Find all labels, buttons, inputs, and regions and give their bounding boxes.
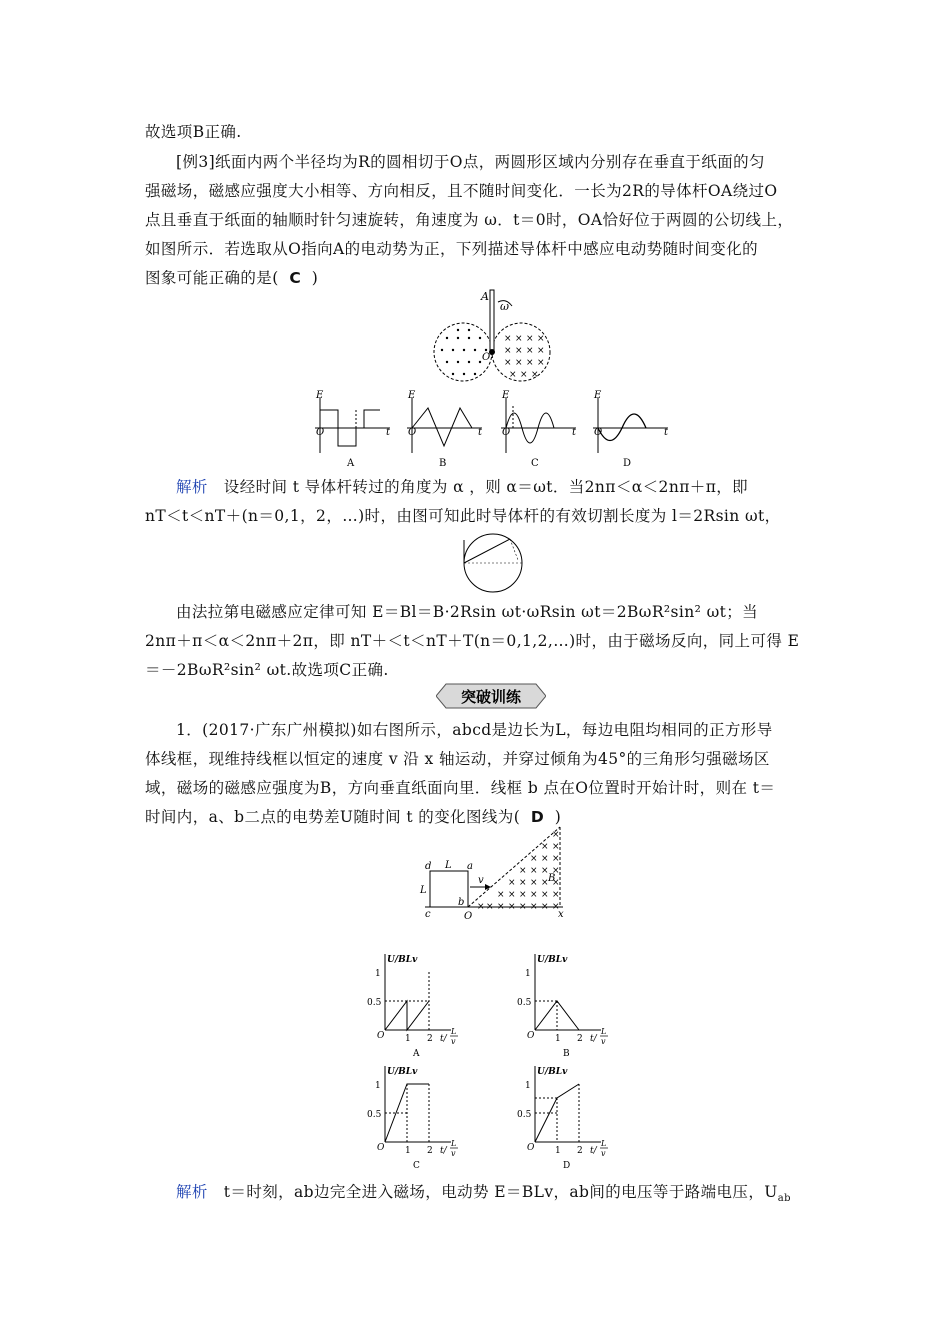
svg-text:D: D [563,1161,571,1171]
section-banner [436,682,546,710]
svg-text:×: × [530,878,538,888]
svg-text:×: × [526,334,534,344]
svg-text:×: × [515,358,523,368]
option-A-letter: A [347,458,355,468]
svg-text:O: O [377,1031,385,1041]
svg-text:×: × [552,854,560,864]
svg-text:×: × [541,866,549,876]
svg-text:0.5: 0.5 [517,1110,532,1120]
svg-text:×: × [526,346,534,356]
svg-text:0.5: 0.5 [367,998,382,1008]
option-D-letter: D [623,458,632,468]
svg-text:U/BLv: U/BLv [537,955,568,965]
analysis-line: 解析 t＝时刻，ab边完全进入磁场，电动势 E＝BLv，ab间的电压等于路端电压，$U_{ab}$ [176,1183,791,1205]
svg-text:v: v [451,1149,456,1158]
svg-text:×: × [515,346,523,356]
svg-text:x: x [558,909,564,920]
svg-text:1: 1 [525,969,531,979]
option-A-graph [315,390,391,468]
svg-text:2: 2 [427,1146,433,1156]
svg-text:×: × [519,866,527,876]
text-line: 体线框，现维持线框以恒定的速度 v 沿 x 轴运动，并穿过倾角为45°的三角形匀强磁场区 [145,750,770,768]
text-line: 域，磁场的磁感应强度为B，方向垂直纸面向里．线框 b 点在O位置时开始计时，则在 t＝ [145,779,776,797]
option-C-graph [501,390,577,468]
svg-text:×: × [509,370,517,380]
svg-text:b: b [458,897,465,908]
svg-text:×: × [552,866,560,876]
svg-text:E: E [408,390,416,401]
svg-text:O: O [527,1031,535,1041]
svg-text:O: O [316,427,325,438]
label-O: O [482,352,491,363]
svg-text:t: t [572,427,577,438]
svg-text:v: v [601,1149,606,1158]
svg-text:L: L [601,1027,607,1036]
svg-text:×: × [508,878,516,888]
svg-text:v: v [601,1037,606,1046]
svg-text:t: t [478,427,483,438]
svg-text:×: × [552,842,560,852]
svg-text:×: × [552,830,560,840]
graph-option-D [517,1066,608,1171]
svg-text:×: × [519,902,527,912]
svg-text:t/: t/ [440,1146,447,1156]
svg-text:1: 1 [375,969,381,979]
svg-text:t/: t/ [590,1146,597,1156]
svg-text:×: × [552,902,560,912]
label-omega: ω [500,300,509,313]
svg-text:×: × [537,346,545,356]
text-line: 1．(2017·广东广州模拟)如右图所示，abcd是边长为L，每边电阻均相同的正方形导 [176,721,773,739]
svg-text:c: c [425,909,431,920]
svg-text:×: × [537,334,545,344]
answer-letter: D [530,808,545,826]
text-line: 强磁场，磁感应强度大小相等、方向相反，且不随时间变化．一长为2R的导体杆OA绕过O [145,182,778,200]
text-line: 如图所示．若选取从O指向A的电动势为正，下列描述导体杆中感应电动势随时间变化的 [145,240,759,258]
svg-text:A: A [413,1049,420,1059]
svg-text:×: × [530,866,538,876]
rod-OA [490,290,494,352]
svg-text:O: O [464,911,473,922]
svg-text:×: × [504,358,512,368]
svg-text:×: × [519,878,527,888]
svg-text:×: × [508,902,516,912]
text-line: 故选项B正确. [145,123,242,141]
svg-text:B: B [563,1049,570,1059]
svg-text:×: × [477,902,485,912]
svg-text:L: L [420,885,427,896]
option-B-letter: B [439,458,447,468]
svg-text:C: C [413,1161,420,1171]
svg-text:E: E [502,390,510,401]
crosses-field [504,334,545,380]
svg-text:O: O [502,427,511,438]
svg-text:×: × [530,890,538,900]
svg-text:×: × [552,890,560,900]
svg-text:O: O [527,1143,535,1153]
svg-text:d: d [425,861,432,872]
svg-text:×: × [541,902,549,912]
svg-text:1: 1 [375,1081,381,1091]
svg-text:×: × [541,842,549,852]
svg-text:×: × [552,878,560,888]
svg-text:2: 2 [577,1034,583,1044]
svg-text:×: × [497,902,505,912]
svg-text:×: × [537,358,545,368]
svg-text:2: 2 [427,1034,433,1044]
svg-text:O: O [408,427,417,438]
label-A: A [481,290,489,303]
text-line: 时间内，a、b二点的电势差U随时间 t 的变化图线为( D ) [145,808,562,826]
analysis-label: 解析 [176,1183,208,1201]
svg-text:×: × [541,890,549,900]
svg-text:1: 1 [405,1146,411,1156]
svg-text:×: × [497,890,505,900]
svg-text:v: v [451,1037,456,1046]
svg-text:U/BLv: U/BLv [387,955,418,965]
text-line: [例3]纸面内两个半径均为R的圆相切于O点，两圆形区域内分别存在垂直于纸面的匀 [176,153,765,171]
svg-text:B: B [548,873,556,884]
svg-text:×: × [526,358,534,368]
text-line: 2nπ＋π＜α＜2nπ＋2π，即 nT＋＜t＜nT＋T(n＝0,1,2,…)时，由于磁场反向，同上可得 E [145,632,800,650]
svg-text:×: × [508,890,516,900]
svg-text:t: t [386,427,391,438]
svg-text:×: × [530,902,538,912]
svg-text:×: × [504,334,512,344]
svg-text:L: L [451,1027,457,1036]
crosses-triangle [477,830,560,912]
svg-text:L: L [451,1139,457,1148]
option-B-graph [407,390,483,468]
graph-option-A [367,954,458,1059]
svg-text:1: 1 [555,1146,561,1156]
graph-option-C [367,1066,458,1171]
svg-text:×: × [515,334,523,344]
banner-title: 突破训练 [460,688,522,706]
figure-effective-length [458,530,528,596]
option-C-letter: C [531,458,539,468]
figure-square-frame [415,825,575,923]
text-line: 点且垂直于纸面的轴顺时针匀速旋转，角速度为 ω．t＝0时，OA恰好位于两圆的公切线上， [145,211,794,229]
svg-text:×: × [519,890,527,900]
svg-text:2: 2 [577,1146,583,1156]
figure-rotating-rod [300,288,680,468]
svg-text:a: a [467,861,473,872]
text-line: ＝－2BωR²sin² ωt.故选项C正确. [145,661,389,679]
svg-text:×: × [504,346,512,356]
text-line: 图象可能正确的是( C ) [145,269,319,287]
graph-option-B [517,954,608,1059]
svg-text:×: × [541,878,549,888]
option-D-graph [593,390,669,468]
svg-text:×: × [520,370,528,380]
svg-text:L: L [601,1139,607,1148]
svg-text:v: v [478,875,484,886]
svg-text:U/BLv: U/BLv [537,1067,568,1077]
svg-text:×: × [541,854,549,864]
svg-text:E: E [316,390,324,401]
analysis-line: 解析 设经时间 t 导体杆转过的角度为 α ，则 α＝ωt．当2nπ＜α＜2nπ＋π，即 [176,478,749,496]
figure-voltage-graphs [365,952,625,1172]
svg-text:0.5: 0.5 [517,998,532,1008]
answer-letter: C [289,269,302,287]
svg-text:0.5: 0.5 [367,1110,382,1120]
svg-text:t: t [664,427,669,438]
svg-text:×: × [486,902,494,912]
svg-text:t/: t/ [590,1034,597,1044]
svg-text:U/BLv: U/BLv [387,1067,418,1077]
svg-text:1: 1 [525,1081,531,1091]
svg-text:E: E [594,390,602,401]
svg-text:×: × [530,854,538,864]
analysis-label: 解析 [176,478,208,496]
text-line: 由法拉第电磁感应定律可知 E＝Bl＝B·2Rsin ωt·ωRsin ωt＝2BωR²sin² ωt；当 [176,603,759,621]
dots-field [441,329,487,375]
svg-text:×: × [531,370,539,380]
svg-text:t/: t/ [440,1034,447,1044]
svg-text:O: O [377,1143,385,1153]
svg-text:1: 1 [555,1034,561,1044]
svg-text:1: 1 [405,1034,411,1044]
svg-text:O: O [594,427,603,438]
svg-text:L: L [445,860,452,871]
text-line: nT＜t＜nT＋(n＝0,1，2，…)时，由图可知此时导体杆的有效切割长度为 l＝2Rsin ωt， [145,507,781,525]
